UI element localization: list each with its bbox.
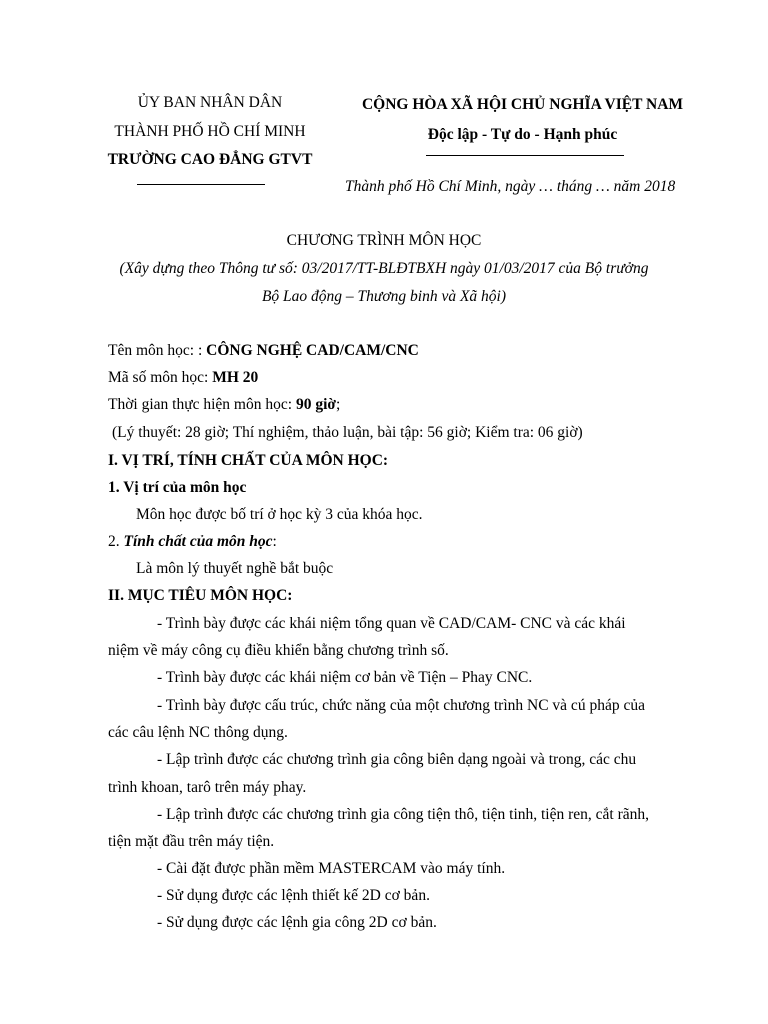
subject-time-breakdown: (Lý thuyết: 28 giờ; Thí nghiệm, thảo luận, bài tập: 56 giờ; Kiểm tra: 06 giờ) [112,424,583,441]
header-right-date: Thành phố Hồ Chí Minh, ngày … tháng … năm 2018 [345,178,676,195]
section1-item1-number: 1. [108,479,124,496]
objective-line: các câu lệnh NC thông dụng. [108,724,288,741]
subject-time-value: 90 giờ [295,396,336,413]
subject-name-row [108,342,419,360]
section1-item1-text: Môn học được bố trí ở học kỳ 3 của khóa học. [136,506,423,523]
objective-line: - Sử dụng được các lệnh thiết kế 2D cơ bản. [157,887,430,904]
header-left-line1: ỦY BAN NHÂN DÂN [137,94,283,111]
document-subtitle-line1: (Xây dựng theo Thông tư số: 03/2017/TT-BLĐTBXH ngày 01/03/2017 của Bộ trưởng [119,260,649,277]
section2-heading: II. MỤC TIÊU MÔN HỌC: [108,587,293,604]
document-title: CHƯƠNG TRÌNH MÔN HỌC [286,232,482,249]
section1-item1 [108,479,246,497]
objective-line: - Cài đặt được phần mềm MASTERCAM vào máy tính. [157,860,506,877]
section1-item2-title: Tính chất của môn học [123,533,273,550]
objective-line: - Trình bày được cấu trúc, chức năng của một chương trình NC và cú pháp của [157,697,645,714]
objective-line: - Sử dụng được các lệnh gia công 2D cơ bản. [157,914,437,931]
subject-code-row [108,369,258,387]
header-left-line2: THÀNH PHỐ HỒ CHÍ MINH [114,123,306,140]
objective-line: - Lập trình được các chương trình gia công biên dạng ngoài và trong, các chu [157,751,637,768]
header-left-underline [137,184,265,185]
section1-item2-number: 2. [108,533,124,550]
section1-item2-colon: : [272,533,277,550]
section1-item2-text: Là môn lý thuyết nghề bắt buộc [136,560,334,577]
objective-line: - Trình bày được các khái niệm cơ bản về Tiện – Phay CNC. [157,669,533,686]
subject-time-row [108,396,340,414]
objective-line: tiện mặt đầu trên máy tiện. [108,833,275,850]
section1-heading: I. VỊ TRÍ, TÍNH CHẤT CỦA MÔN HỌC: [108,452,389,469]
document-subtitle-line2: Bộ Lao động – Thương binh và Xã hội) [261,288,507,305]
objective-line: trình khoan, tarô trên máy phay. [108,779,307,796]
header-right-underline [426,155,624,156]
subject-name-value: CÔNG NGHỆ CAD/CAM/CNC [206,342,419,359]
subject-time-suffix: ; [335,396,341,413]
header-right-country: CỘNG HÒA XÃ HỘI CHỦ NGHĨA VIỆT NAM [361,96,684,113]
subject-code-label: Mã số môn học: [108,369,213,386]
subject-name-label: Tên môn học: : [108,342,207,359]
section1-item2 [108,533,277,551]
subject-code-value: MH 20 [212,369,259,386]
objective-line: niệm về máy công cụ điều khiển bằng chương trình số. [108,642,449,659]
section1-item1-title: Vị trí của môn học [123,479,247,496]
header-right-motto: Độc lập - Tự do - Hạnh phúc [427,126,618,143]
header-left-school: TRƯỜNG CAO ĐẲNG GTVT [107,151,313,168]
objective-line: - Trình bày được các khái niệm tổng quan về CAD/CAM- CNC và các khái [157,615,626,632]
subject-time-label: Thời gian thực hiện môn học: [108,396,296,413]
objective-line: - Lập trình được các chương trình gia công tiện thô, tiện tinh, tiện ren, cắt rãnh, [157,806,650,823]
